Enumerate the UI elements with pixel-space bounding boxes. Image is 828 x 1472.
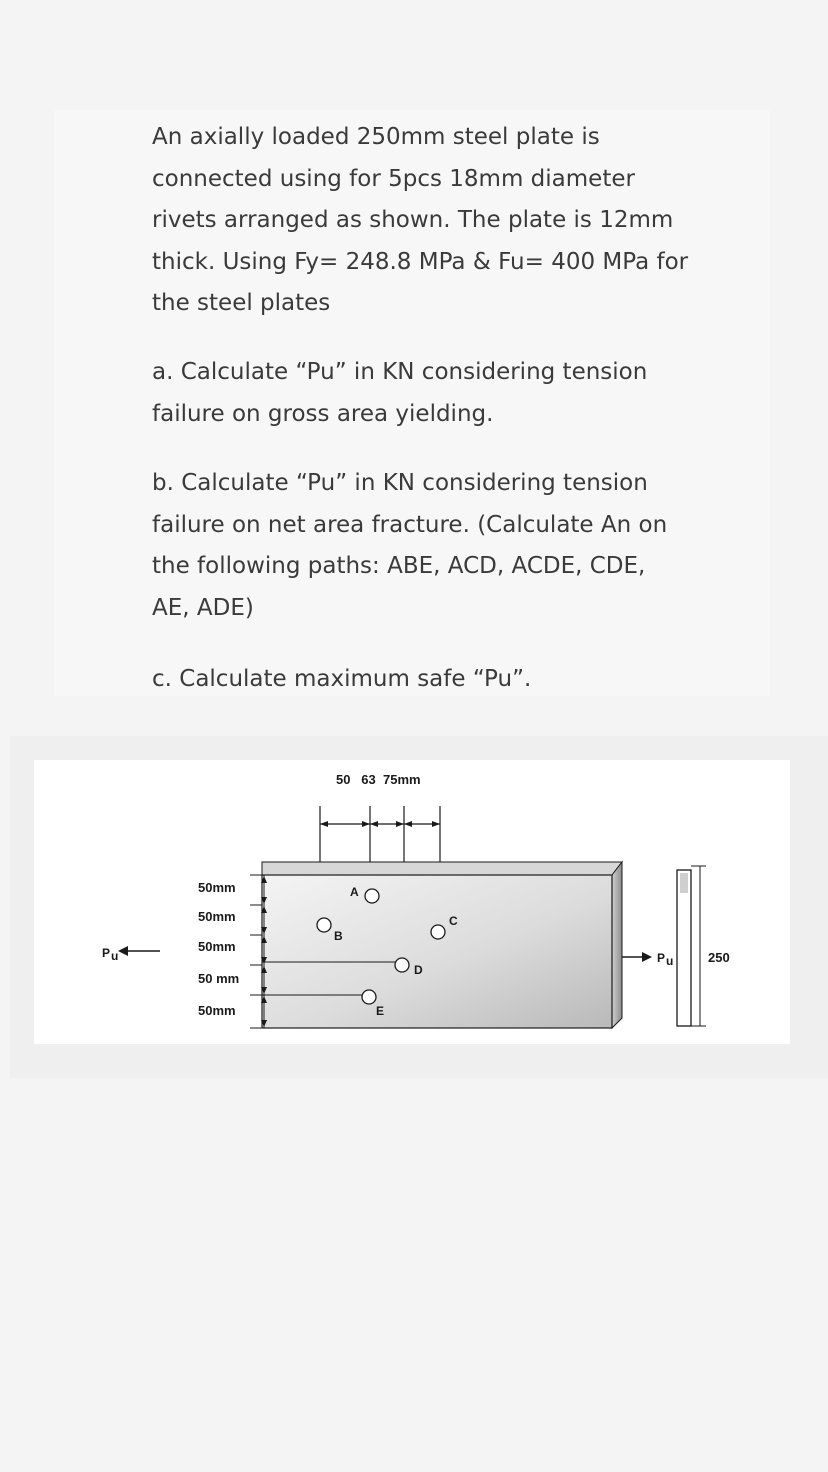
- load-label-right: P: [657, 951, 666, 965]
- hole-label-e: E: [376, 1004, 385, 1018]
- load-label-left-subscript: u: [111, 949, 119, 963]
- left-dim-label: 50mm: [198, 1003, 236, 1018]
- left-load-arrow: [118, 946, 160, 956]
- load-label-left: P: [102, 946, 111, 960]
- part-b-text: b. Calculate “Pu” in KN considering tension failure on net area fracture. (Calculate An on the following paths: ABE, ACD, ACDE, CDE, AE, ADE): [152, 470, 668, 621]
- rivet-hole-b: [317, 918, 331, 932]
- hole-label-d: D: [414, 963, 423, 977]
- top-dimension-label: 50 63 75mm: [336, 772, 421, 787]
- part-c-text: c. Calculate maximum safe “Pu”.: [152, 666, 532, 692]
- left-dim-label: 50 mm: [198, 971, 240, 986]
- rivet-hole-c: [431, 925, 445, 939]
- rivet-hole-e: [362, 990, 376, 1004]
- plate-cross-section: [677, 870, 691, 1026]
- left-dim-label: 50mm: [198, 939, 236, 954]
- rivet-hole-d: [395, 958, 409, 972]
- right-load-arrow: [622, 952, 652, 962]
- hole-label-b: B: [334, 929, 343, 943]
- hole-label-a: A: [350, 885, 359, 899]
- width-dimension-line: [691, 866, 706, 1026]
- load-label-right-subscript: u: [666, 954, 674, 968]
- width-label: 250: [708, 950, 730, 965]
- problem-intro: An axially loaded 250mm steel plate is connected using for 5pcs 18mm diameter rivets arranged as shown. The plate is 12mm thick. Using Fy= 248.8 MPa & Fu= 400 MPa for the steel plates: [152, 124, 689, 316]
- left-dim-label: 50mm: [198, 909, 236, 924]
- part-a-text: a. Calculate “Pu” in KN considering tension failure on gross area yielding.: [152, 359, 648, 427]
- plate-top-edge: [262, 862, 622, 875]
- hole-label-c: C: [449, 914, 458, 928]
- plate-side-edge: [612, 862, 622, 1028]
- plate-cross-section-shade: [680, 873, 688, 893]
- steel-plate: [262, 875, 612, 1028]
- left-dim-label: 50mm: [198, 880, 236, 895]
- rivet-hole-a: [365, 889, 379, 903]
